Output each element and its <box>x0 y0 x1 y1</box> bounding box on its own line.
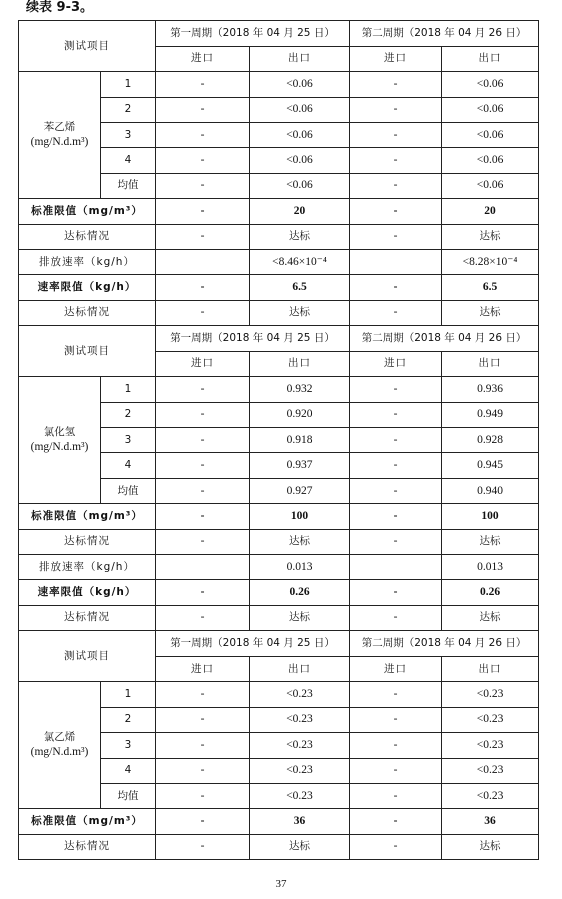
pollutant-name: 苯乙烯 <box>43 121 76 134</box>
row-label: 排放速率（kg/h） <box>19 555 156 580</box>
pollutant-cell <box>19 377 101 504</box>
value-cell: 0.945 <box>442 453 539 478</box>
value-cell: <0.06 <box>250 122 350 147</box>
value-cell: - <box>350 300 442 325</box>
outlet-header: 出口 <box>442 46 539 72</box>
value-cell: 达标 <box>442 224 539 249</box>
value-cell: - <box>350 733 442 758</box>
value-cell: 100 <box>250 504 350 529</box>
outlet-header: 出口 <box>442 656 539 682</box>
value-cell: - <box>350 834 442 859</box>
value-cell: - <box>156 809 250 834</box>
value-cell: <0.06 <box>250 97 350 122</box>
value-cell: <0.06 <box>442 72 539 97</box>
value-cell: <8.28×10⁻⁴ <box>442 249 539 274</box>
value-cell: - <box>156 733 250 758</box>
test-item-header: 测试项目 <box>19 631 156 682</box>
sample-label: 3 <box>101 122 156 147</box>
value-cell: <0.23 <box>250 783 350 808</box>
value-cell: 0.927 <box>250 478 350 503</box>
sample-label: 3 <box>101 428 156 453</box>
value-cell <box>350 555 442 580</box>
pollutant-unit: (mg/N.d.m³) <box>30 136 89 149</box>
value-cell: - <box>350 580 442 605</box>
row-compliance1 <box>19 224 539 249</box>
value-cell: <0.23 <box>250 707 350 732</box>
inlet-header: 进口 <box>156 656 250 682</box>
pollutant-unit: (mg/N.d.m³) <box>30 441 89 454</box>
measurement-row <box>19 72 539 97</box>
value-cell: <0.06 <box>442 97 539 122</box>
period1-header: 第一周期（2018 年 04 月 25 日） <box>156 631 350 657</box>
value-cell: - <box>156 402 250 427</box>
header-row-period <box>19 631 539 657</box>
sample-label: 4 <box>101 453 156 478</box>
emission-test-table <box>18 20 539 860</box>
value-cell: <0.06 <box>442 148 539 173</box>
period2-header: 第二周期（2018 年 04 月 26 日） <box>350 631 539 657</box>
value-cell: - <box>156 707 250 732</box>
value-cell: - <box>350 529 442 554</box>
value-cell: 20 <box>442 199 539 224</box>
outlet-header: 出口 <box>250 656 350 682</box>
value-cell: - <box>156 199 250 224</box>
value-cell: - <box>350 148 442 173</box>
value-cell: 0.013 <box>442 555 539 580</box>
row-label: 排放速率（kg/h） <box>19 249 156 274</box>
value-cell: - <box>156 72 250 97</box>
sample-label: 4 <box>101 758 156 783</box>
value-cell: - <box>156 97 250 122</box>
row-label: 标准限值（mg/m³） <box>19 809 156 834</box>
row-compliance1 <box>19 529 539 554</box>
value-cell: - <box>156 605 250 630</box>
value-cell <box>350 249 442 274</box>
value-cell: - <box>350 72 442 97</box>
row-label: 标准限值（mg/m³） <box>19 199 156 224</box>
value-cell: - <box>350 122 442 147</box>
value-cell: - <box>350 199 442 224</box>
value-cell: <0.23 <box>442 733 539 758</box>
value-cell: - <box>156 173 250 198</box>
row-label: 达标情况 <box>19 224 156 249</box>
value-cell: - <box>350 275 442 300</box>
value-cell: <0.23 <box>250 682 350 707</box>
header-row-period <box>19 326 539 352</box>
sample-label: 均值 <box>101 173 156 198</box>
row-emission_rate <box>19 249 539 274</box>
sample-label: 均值 <box>101 783 156 808</box>
value-cell: - <box>156 758 250 783</box>
sample-label: 1 <box>101 682 156 707</box>
table-body <box>19 21 539 860</box>
value-cell: 0.920 <box>250 402 350 427</box>
pollutant-unit: (mg/N.d.m³) <box>30 746 89 759</box>
row-compliance2 <box>19 605 539 630</box>
period1-header: 第一周期（2018 年 04 月 25 日） <box>156 21 350 47</box>
value-cell: - <box>156 682 250 707</box>
value-cell: 36 <box>250 809 350 834</box>
inlet-header: 进口 <box>156 46 250 72</box>
value-cell: - <box>156 122 250 147</box>
value-cell: - <box>350 224 442 249</box>
row-rate_limit <box>19 580 539 605</box>
row-label: 达标情况 <box>19 834 156 859</box>
value-cell: 0.940 <box>442 478 539 503</box>
value-cell: - <box>156 224 250 249</box>
value-cell: - <box>156 834 250 859</box>
value-cell: - <box>350 504 442 529</box>
value-cell: - <box>350 377 442 402</box>
value-cell: 达标 <box>442 834 539 859</box>
value-cell: <0.06 <box>250 148 350 173</box>
value-cell: 达标 <box>250 834 350 859</box>
value-cell: - <box>156 453 250 478</box>
value-cell: - <box>156 529 250 554</box>
inlet-header: 进口 <box>156 351 250 377</box>
value-cell: 0.918 <box>250 428 350 453</box>
measurement-row <box>19 682 539 707</box>
value-cell: - <box>350 605 442 630</box>
row-label: 达标情况 <box>19 605 156 630</box>
value-cell: 达标 <box>250 529 350 554</box>
value-cell: 达标 <box>442 605 539 630</box>
period2-header: 第二周期（2018 年 04 月 26 日） <box>350 326 539 352</box>
sample-label: 3 <box>101 733 156 758</box>
pollutant-cell <box>19 682 101 809</box>
value-cell: - <box>156 783 250 808</box>
outlet-header: 出口 <box>442 351 539 377</box>
value-cell: <0.23 <box>442 783 539 808</box>
value-cell: - <box>350 173 442 198</box>
value-cell: 达标 <box>250 224 350 249</box>
measurement-row <box>19 377 539 402</box>
value-cell: 0.936 <box>442 377 539 402</box>
value-cell: <0.06 <box>442 173 539 198</box>
value-cell: <0.23 <box>250 733 350 758</box>
row-std_limit <box>19 809 539 834</box>
sample-label: 2 <box>101 97 156 122</box>
value-cell: <0.06 <box>250 173 350 198</box>
pollutant-name: 氯乙烯 <box>43 731 76 744</box>
value-cell: 36 <box>442 809 539 834</box>
value-cell: - <box>350 478 442 503</box>
pollutant-cell <box>19 72 101 199</box>
value-cell: <0.23 <box>442 682 539 707</box>
test-item-header: 测试项目 <box>19 21 156 72</box>
value-cell: - <box>350 453 442 478</box>
value-cell: - <box>350 402 442 427</box>
value-cell: - <box>156 428 250 453</box>
row-std_limit <box>19 199 539 224</box>
value-cell: - <box>350 707 442 732</box>
sample-label: 1 <box>101 377 156 402</box>
value-cell: 20 <box>250 199 350 224</box>
value-cell <box>156 249 250 274</box>
row-compliance2 <box>19 300 539 325</box>
row-label: 速率限值（kg/h） <box>19 275 156 300</box>
value-cell <box>156 555 250 580</box>
test-item-header: 测试项目 <box>19 326 156 377</box>
value-cell: 达标 <box>442 529 539 554</box>
value-cell: 6.5 <box>442 275 539 300</box>
value-cell: - <box>350 682 442 707</box>
value-cell: 0.013 <box>250 555 350 580</box>
table-caption: 续表 9-3。 <box>26 0 94 15</box>
value-cell: - <box>350 428 442 453</box>
inlet-header: 进口 <box>350 351 442 377</box>
sample-label: 均值 <box>101 478 156 503</box>
row-rate_limit <box>19 275 539 300</box>
value-cell: 达标 <box>250 300 350 325</box>
value-cell: 达标 <box>442 300 539 325</box>
value-cell: 0.928 <box>442 428 539 453</box>
value-cell: - <box>156 580 250 605</box>
value-cell: 0.932 <box>250 377 350 402</box>
value-cell: <0.23 <box>442 707 539 732</box>
value-cell: - <box>156 148 250 173</box>
value-cell: 0.26 <box>250 580 350 605</box>
value-cell: 0.937 <box>250 453 350 478</box>
value-cell: 100 <box>442 504 539 529</box>
period2-header: 第二周期（2018 年 04 月 26 日） <box>350 21 539 47</box>
row-emission_rate <box>19 555 539 580</box>
row-label: 速率限值（kg/h） <box>19 580 156 605</box>
value-cell: <0.23 <box>442 758 539 783</box>
outlet-header: 出口 <box>250 46 350 72</box>
value-cell: <0.06 <box>250 72 350 97</box>
value-cell: 6.5 <box>250 275 350 300</box>
value-cell: - <box>350 758 442 783</box>
value-cell: <0.23 <box>250 758 350 783</box>
value-cell: - <box>350 809 442 834</box>
value-cell: - <box>350 97 442 122</box>
value-cell: <8.46×10⁻⁴ <box>250 249 350 274</box>
value-cell: - <box>156 377 250 402</box>
page-number: 37 <box>275 878 287 890</box>
value-cell: 0.949 <box>442 402 539 427</box>
row-compliance1 <box>19 834 539 859</box>
sample-label: 1 <box>101 72 156 97</box>
row-std_limit <box>19 504 539 529</box>
inlet-header: 进口 <box>350 46 442 72</box>
sample-label: 4 <box>101 148 156 173</box>
value-cell: - <box>156 275 250 300</box>
sample-label: 2 <box>101 707 156 732</box>
value-cell: <0.06 <box>442 122 539 147</box>
value-cell: 达标 <box>250 605 350 630</box>
outlet-header: 出口 <box>250 351 350 377</box>
inlet-header: 进口 <box>350 656 442 682</box>
period1-header: 第一周期（2018 年 04 月 25 日） <box>156 326 350 352</box>
pollutant-name: 氯化氢 <box>43 426 76 439</box>
value-cell: - <box>156 300 250 325</box>
value-cell: - <box>350 783 442 808</box>
row-label: 标准限值（mg/m³） <box>19 504 156 529</box>
sample-label: 2 <box>101 402 156 427</box>
value-cell: 0.26 <box>442 580 539 605</box>
row-label: 达标情况 <box>19 300 156 325</box>
header-row-period <box>19 21 539 47</box>
value-cell: - <box>156 478 250 503</box>
row-label: 达标情况 <box>19 529 156 554</box>
value-cell: - <box>156 504 250 529</box>
